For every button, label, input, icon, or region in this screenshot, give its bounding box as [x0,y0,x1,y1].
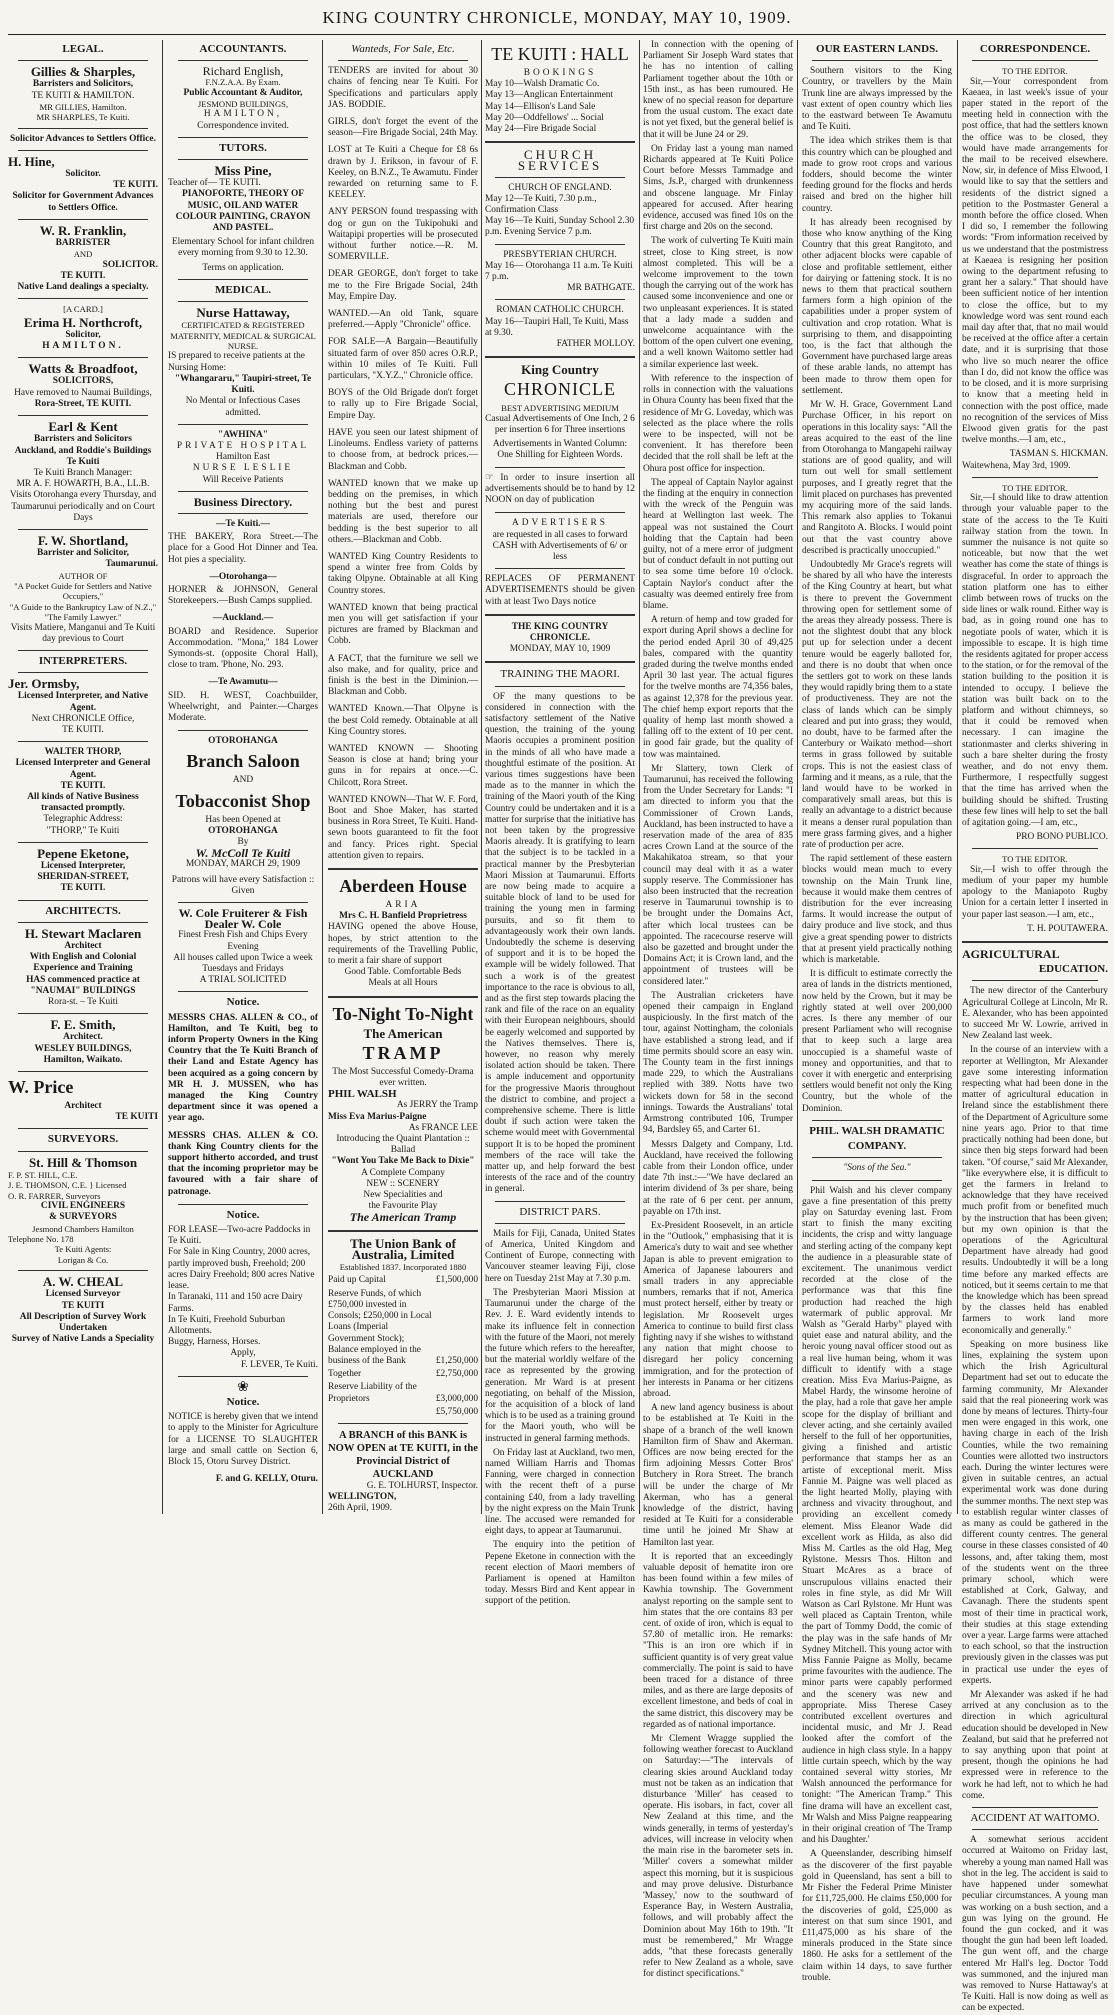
news-paragraph: Southern visitors to the King Country, or travellers by the Main Trunk line are always impressed by the vast extent of open country which lies to the eastward between Te Awamutu and Te Kuiti. [802,66,952,133]
booking-item: May 10—Walsh Dramatic Co. [485,79,600,90]
wanted-ad: BOYS of the Old Brigade don't forget to rally up to Fire Brigade Social, Empire Day. [328,388,478,421]
column-news [643,40,793,1980]
ad-west: SID. H. WEST, Coachbuilder, Wheelwright, and Painter.—Charges Moderate. [168,690,318,723]
church-catholic: ROMAN CATHOLIC CHURCH. [496,305,624,316]
article-heading-eastern: OUR EASTERN LANDS. [816,43,938,55]
article-heading-pars: DISTRICT PARS. [519,1205,601,1218]
letter-signature: T. H. POUTAWERA. [1027,923,1108,934]
article-agri-text [962,986,1108,1802]
wanted-ads [328,66,478,862]
news-paragraph: Mr Alexander was asked if he had arrived at any conclusion as to the direction in which agricultural education should be developed in New Zealand, but said that he preferred not to say anything upon that point at present, though the opinions he had expressed were in reference to the work he had left, not to which he had come. [962,1690,1108,1801]
bank-row-amount: £2,750,000 [435,1369,478,1380]
article-walsh-text [802,1186,952,1984]
service-item: May 12—Te Kuiti, 7.30 p.m., Confirmation Class [485,193,597,216]
article-par: On Friday last at Auckland, two men, named William Harris and Thomas Fanning, were charged in connection with the recent theft of a purse containing £40, from a lady travelling by the night express on the Main Trunk line. The accused were remanded for eight days, to appear at Taumarunui. [485,1447,635,1537]
news-paragraph: It is reported that an exceedingly valuable deposit of hematite iron ore has been found within a few miles of Kawhia township. The Government analyst reporting on the sample sent to him states that the ore contains 83 per cent. of oxide of iron, which is equal to 57.80 of metallic iron. He remarks: "This is an iron ore which if in sufficient quantity is of very great value commercially. The point is said to have been traced for a distance of three miles, and as there are large deposits of excellent limestone, and beds of coal in the same district, this discovery may be regarded as of national importance. [643,1551,793,1730]
ad-union-bank: The Union Bank of Australia, Limited Established 1837. Incorporated 1880 [339,1235,467,1273]
wanted-ad: HAVE you seen our latest shipment of Linoleums. Endless variety of patterns to choose from, at bedrock prices.—Blackman and Cobb. [328,427,478,472]
article-waitomo-text: A somewhat serious accident occurred at Waitomo on Friday last, whereby a young man named Hall was shot in the leg. The accident is said to have happened under somewhat peculiar circumstances. A young man was working on a bush section, and a gun was lying on the ground. He found the gun cocked, and it was thought the gun had been left loaded. The gun went off, and the charge entered Mr Hall's leg. Doctor Todd was summoned, and the injured man was removed to Nurse Hattaway's at Te Kuiti. Hall is now doing as well as can be expected. [962,1835,1108,2014]
booking-item: May 20—Oddfellows' ... Social [485,112,604,123]
letter-signature: TASMAN S. HICKMAN. [1009,449,1108,460]
column-rule [639,40,640,1514]
news-paragraph: Mr Clement Wragge supplied the following weather forecast to Auckland on Saturday:—"The intervals of clearing skies around Auckland today must not be taken as an indication that disturbance 'Miller' has ceased to operate. His isobars, in fact, cover all New Zealand at this time, and the winds generally, in terms of yesterday's advices, will increase in velocity when the main rise in the barometer sets in. 'Miller' covers a somewhat milder aspect this morning, but it is suspicious and may prove delusive. Disturbance 'Massey,' now to the southward of Esperance Bay, in Western Australia, follows, and will probably affect the Dominion about May 16th to 19th. "It must be remembered," Mr Wragge adds, "that these forecasts generally refer to New Zealand as a whole, save for distinct specifications." [643,1734,793,1980]
news-paragraph: In the course of an interview with a reporter at Wellington, Mr Alexander gave some interesting information respecting what had been done in the matter of agricultural education in Ireland since the establishment there of the Department of Agriculture some nine years ago. Prior to that time practically nothing had been done, but since then big steps forward had been taken. "Of course," said Mr Alexander, "like everywhere else, it is difficult to get the farmers in Ireland to acknowledge that they have received much profit from or benefited much by the instruction that has been given; but my own opinion is that the operations of the Agricultural Department have already had good results. Undoubtedly it will be a long time before any marked effects are noticed, but it seems certain to me that the knowledge which has been spread by the classes held has enabled farmers to work land more economically and generally." [962,1045,1108,1336]
notice-allen-thanks: MESSRS CHAS. ALLEN & CO. thank King Country clients for the support hitherto accorded, and trust that the incoming proprietor may be favoured with a fair share of patronage. [168,1130,318,1197]
news-paragraph: The appeal of Captain Naylor against the finding at the enquiry in connection with the wreck of the Penguin was heard at Wellington last week. The appeal was not sustained the Court holding that the Captain had been guilty, not of a mere error of judgment but of conduct default in not putting out to sea some time before 10 o'clock. Captain Naylor's conduct after the casualty was deemed entirely free from blame. [643,477,793,611]
news-paragraph: Speaking on more business like lines, explaining the system upon which the Irish Agricultural Department had set out to educate the farming community, Mr Alexander said that the real pioneering work was done by means of lectures. Thirty-four men were engaged in this work, one having charge in each of the Irish Counties, while the two remaining Counties were allotted two instructors each. During the winter lectures were given in suitable centres, an actual experimental work was done during the summer months. The next step was to establish regular winter classes of as many as could be gathered in the different county centres. The general course in these classes consisted of 40 lessons, and, after taking them, most of the students went on the three primary school, which were established at Cork, Galway, and Cavanagh. There the students spent most of their time in practical work, their studies at this stage extending over a year. Large farms were attached to each school, so that the instruction previously given in the classes was put in practical use under the eyes of experts. [962,1339,1108,1686]
notice-allen: MESSRS CHAS. ALLEN & CO., of Hamilton, and Te Kuiti, beg to inform Property Owners in the King Country that the Te Kuiti Branch of their Land and Estate Agency has been acquired as a going concern by MR H. J. MUSSEN, who has managed the King Country department since it was opened a year ago. [168,1012,318,1124]
booking-item: May 13—Anglican Entertainment [485,90,614,101]
wanted-ad: A FACT, that the furniture we sell we also make, and for quality, price and finish is the best in the Diminion.—Blackman and Cobb. [328,653,478,698]
article-par: The enquiry into the petition of Pepene Eketone in connection with the recent election of Maori members of Parliament is opened at Hamilton today. Messrs Bird and Kent appear in support of the petition. [485,1540,635,1607]
booking-item: May 14—Ellison's Land Sale [485,101,596,112]
section-heading-surveyors: SURVEYORS. [47,1133,119,1146]
bank-row-amount: £1,250,000 [435,1355,478,1366]
ad-hine: H. Hine, Solicitor. TE KUITI. Solicitor for Government Advances to Settlers Office. [8,153,158,213]
ad-maclaren: H. Stewart Maclaren Architect With English and Colonial Experience and Training HAS commenced practice at "NAUMAI" BUILDINGS Rora-st. – Te Kuiti [24,925,142,1008]
ad-cole: W. Cole Fruiterer & Fish Dealer W. Cole Finest Fresh Fish and Chips Every Evening All houses called upon Twice a week Tuesdays and Fridays A TRIAL SOLICITED [173,906,313,986]
ad-bank-branch: A BRANCH of this BANK is NOW OPEN at TE KUITI, in the Provincial District of AUCKLAND G. E. TOLHURST, Inspector. WELLINGTON, 26th April, 1909. [328,1429,478,1514]
service-item: May 16—Taupiri Hall, Te Kuiti, Mass at 9.30. [485,316,629,338]
bank-row-label: Paid up Capital [328,1275,386,1286]
notice-heading: Notice. [226,1208,260,1221]
bank-row-label [328,1407,432,1418]
news-paragraph: Mr Slattery, town Clerk of Taumarunui, has received the following from the Under Secretary for Lands: "I am directed to inform you that the Commissioner of Crown Lands, Auckland, has been instructed to have a reservation made of the area of 835 acres Crown Land at the source of the Makahikatoa stream, so that your council may deal with it as a water supply reserve. The Commissioner has also been instructed that the recreation reserve in Taumarunui township is to be brought under the Domains Act, after which local trustees can be appointed. The racecourse reserve will also be gazetted and brought under the Domains Act; it is Crown land, and the appointment of trustees will be considered later." [643,763,793,987]
wanted-ad: WANTED KNOWN — Shooting Season is close at hand; bring your guns in for repairs at once.—C. Chilcott, Rora Street. [328,743,478,788]
column-accountants [168,40,318,1514]
news-paragraphs [643,40,793,1981]
column-eastern-lands [802,40,952,1983]
section-heading-interpreters: INTERPRETERS. [38,654,128,667]
bookings-list [485,79,635,135]
news-paragraph: In connection with the opening of Parliament Sir Joseph Ward states that he has no intention of calling Parliament together about the 10th or 15th inst., as has been rumoured. He knew of no special reason for departure from the usual custom. The exact date is not yet fixed, but the general belief is that it will be June 24 or 29. [643,40,793,140]
news-paragraph: It has already been recognised by those who know anything of the King Country that this great Rangitoto, and other adjacent blocks were capable of close and profitable settlement, either for dairying or fattening stock. It is no news to them that practical southern farmers form a high opinion of the capabilities under a proper system of cultivation and crop rotation. What is surprising to them, and disappointing too, is the fact that although the Government have purchased large areas of these arable lands, no attempt has been made to throw them open for settlement. [802,217,952,396]
news-paragraph: The work of culverting Te Kuiti main street, close to King street, is now almost completed. This will be a welcome improvement to the town though the carrying out of the work has caused some inconvenience and one or two unpleasant experiences. It is stated that a lady made a sudden and unwelcome acquaintance with the bottom of the open culvert one evening, and a well known Waitomo settler had a similar experience last week. [643,236,793,370]
bank-row [328,1382,478,1404]
section-heading-medical: MEDICAL. [215,283,271,296]
news-paragraph: With reference to the inspection of rolls in connection with the valuations in Ohura County has been fixed that the residence of Mr G. Loveday, which was selected as the place where the rolls were to be inspected, will not be convenient. It has therefore been decided that the roll shall be left at the Ohura post office for inspection. [643,373,793,474]
letter-text: Sir,—I wish to offer through the medium of your paper my humble apology to the Maniapoto Rugby Union for a certain letter I inserted in your paper last season.—I am, etc., [962,864,1108,920]
wanted-ad: WANTED known that we make up bedding on the premises, in which nothing but the best and purest materials are used, therefore our bedding is the best superior to all others.—Blackman and Cobb. [328,478,478,545]
dateline-paper: THE KING COUNTRY CHRONICLE. [511,621,609,643]
letter-text: Sir,—Your correspondent from Kaeaea, in last week's issue of your paper stated in the report of the meeting held in connection with the post office, that had the settlers known the office was to be closed, they would have made arrangements for the mail to be received elsewhere. Now, sir, in defence of Miss Elwood, I would like to say that the settlers and residents of the district signed a petition to the Postmaster General a month before the office closed. When I did so, I remember the following words: "From information received by us we understand that the postmistress at Kaeaea is resigning her position owing to the department refusing to grant her a salary." That should have been sufficient notice of her intention to close the office, but to my knowledge word was sent round each mail day after that, that no mail would be received at the office after a certain date, and it is surprising that those who live so much nearer the office than I do, did not know the office was to be closed, and it is more surprising to know that a meeting held in connection with the post office, made no recognition of the services of Miss Elwood given gratis for the past twelve months.—I am, etc., [962,76,1108,446]
ad-cheal: A. W. CHEAL Licensed Surveyor TE KUITI All Description of Survey Work Undertaken Survey of Native Lands a Speciality [11,1274,155,1345]
ad-hattaway: Nurse Hattaway, CERTIFICATED & REGISTERED MATERNITY, MEDICAL & SURGICAL NURSE. IS prepared to receive patients at the Nursing Home: "Whangararu," Taupiri-street, Te Kuiti. No Mental or Infectious Cases admitted. [168,305,316,418]
article-par: Mails for Fiji, Canada, United States of America, United Kingdom and Continent of Europe, connecting with Vancouver steamer leaving Fiji, close here on Tuesday 21st May at 7.30 p.m. [485,1228,635,1284]
wanted-ad: WANTED KNOWN—That W. F. Ford, Boot and Shoe Maker, has started business in Rora Street, Te Kuiti. Hand-sewn boots guaranteed to fit the foot and fancy. Prices right. Special attention given to repairs. [328,794,478,861]
ad-earl-kent: Earl & Kent Barristers and Solicitors Auckland, and Roddie's Buildings Te Kuiti Te Kuiti Branch Manager: MR A. F. HOWARTH, B.A., LL.B. Visits Otorohanga every Thursday, and Taumarunui periodically and on Court Days [9,419,157,523]
masthead-rule [8,34,1106,35]
ad-hill-thomson: St. Hill & Thomson F. P. ST. HILL, C.E. J. E. THOMSON, C.E. } Licensed O. R. FARRER, Surveyors CIVIL ENGINEERS & SURVEYORS Jesmond Chambers Hamilton Telephone No. 178 Te Kuiti Agents: Lorigan & Co. [8,1154,138,1265]
bank-row [328,1289,478,1367]
dateline-date: MONDAY, MAY 10, 1909 [509,644,611,655]
service-item: May 16— Otorohanga 11 a.m. Te Kuiti 7 p.m. [485,260,633,283]
article-heading-waitomo: ACCIDENT AT WAITOMO. [970,1812,1100,1825]
news-paragraph: The new director of the Canterbury Agricultural College at Lincoln, Mr R. E. Alexander, who has been appointed to succeed Mr W. Lowrie, arrived in New Zealand last week. [962,986,1108,1042]
ad-eketone: Pepene Eketone, Licensed Interpreter, SHERIDAN-STREET, TE KUITI. [37,845,129,894]
bank-row-label: Reserve Funds, of which £750,000 invested in Consols; £250,000 in Local Loans (Imperial Government Stock); Balance employed in the business of the Bank [328,1288,432,1366]
column-hall-church [485,40,635,1607]
booking-item: May 24—Fire Brigade Social [485,124,597,135]
ad-bakery: THE BAKERY, Rora Street.—The place for a Good Hot Dinner and Tea. Hot pies a speciality. [168,532,318,565]
letter-signature: PRO BONO PUBLICO. [1016,832,1108,843]
directory-town: —Te Awamutu— [208,677,278,688]
ad-franklin: W. R. Franklin, BARRISTER AND SOLICITOR. TE KUITI. Native Land dealings a specialty. [17,222,158,293]
column-rule [162,40,163,1514]
article-par: The Presbyterian Maori Mission at Taumarunui under the charge of the Rev. J. E. Ward evidently intends to make its influence felt in connection with the future of the Maori, not merely the future which refers to the hereafter, but the material worldly welfare of the race as represented by the growing generation. Mr Ward is at present negotiating, on behalf of the Mission, for the acquisition of a block of land which is to be used as a training ground for the Maori youth, who will be instructed in general farming methods. [485,1287,635,1444]
news-paragraph: A Queenslander, describing himself as the discoverer of the first payable gold in Queensland, has sent a bill to Mr Fisher the Federal Prime Minister for £11,725,000. He claims £50,000 for the discoveries of gold, £25,000 as interest on that sum since 1901, and £11,475,000 as his share of the minerals produced in the State since 1860. He asks for a settlement of the claim within 14 days, to save further trouble. [802,1849,952,1983]
letter-dateline: Waitewhena, May 3rd, 1909. [962,460,1071,471]
news-paragraph: Phil Walsh and his clever company gave a fine presentation of this pretty play on Saturday evening last. From start to finish the many exciting incidents, the crisp and witty language and sterling acting of the company kept the audience in a pleasurable state of excitement. The unanimous verdict recorded at the close of the performance was that this fine production had reached the high watermark of public approval. Mr Walsh as "Gerald Harby" played with quiet ease and natural ability, and the heroic young naval officer stood out as a real live human being, whom it was difficult to identify with a stage creation. Miss Eva Marius-Paigne, as Mabel Hardy, the winsome heroine of the play, had a role that gave her ample scope for the display of brilliant and clever acting, and she certainly availed herself to the full of her opportunities, giving a finished and artistic performance that stamps her as an artiste of exceptional merit. Miss Fannie M. Paigne was well placed as the light hearted Molly, playing with archness and vivacity throughout, and providing an excellent comedy element. Miss Eleanor Wade did excellent work as Hilda, as also did Miss M. Cartles as the old Hag, Meg Rylstone. Messrs Thos. Hilton and Stuart McAres as a brace of unscrupulous villains enacted their roles in fine style, as did Mr Will Watson as Carl Rylstone. Mr Hunt was well placed as Captain Trenton, while the part of Tommy Dodd, the comic of the play was in the safe hands of Mr Sydney Mitchell. This young actor with Miss Fannie Paigne as Molly, became prime favourites with the audience. The minor parts were capably performed and the scenery was new and appropriate. Miss Therese Casey contributed excellent overtures and incidental music, and Mr J. Read looked after the comfort of the audience in high class style. In a happy little curtain speech, which by the way contained several witty stories, Mr Walsh announced the performance for tonight: "The American Tramp." This fine drama will have an excellent cast, Mr Walsh and Miss Paigne reappearing in their original creation of 'The Tramp and his Daughter.' [802,1185,952,1846]
ad-gillies: Gillies & Sharples, Barristers and Solicitors, TE KUITI & HAMILTON. MR GILLIES, Hamilton. MR SHARPLES, Te Kuiti. [30,64,136,123]
ad-saloon: OTOROHANGA Branch Saloon AND Tobacconist Shop Has been Opened at OTOROHANGA By W. McColl Te Kuiti MONDAY, MARCH 29, 1909 Patrons will have every Satisfaction :: Given [171,736,315,896]
church-presbyterian: PRESBYTERIAN CHURCH. [503,249,617,260]
bank-row [328,1369,478,1380]
hall-bookings: TE KUITI : HALL BOOKINGS [491,44,629,78]
article-heading-walsh-sub: COMPANY. [847,1140,907,1153]
section-heading-tutors: TUTORS. [219,141,267,154]
article-walsh-play: "Sons of the Sea." [843,1163,911,1174]
wanted-ad: TENDERS are invited for about 30 chains of fencing near Te Kuiti. For Specifications and particulars apply JAS. BODDIE. [328,66,478,110]
service-minister: FATHER MOLLOY. [556,339,635,350]
bank-row-label: Reserve Liability of the Proprietors [328,1382,417,1404]
ad-board: BOARD and Residence. Superior Accommodation. "Mona," 184 Lower Symonds-st. (opposite Choral Hall), close to tram. 'Phone, No. 293. [168,626,318,671]
wanted-ad: FOR SALE—A Bargain—Beautifully situated farm of over 850 acres O.R.P., within 10 miles of Te Kuiti. Full particulars, "X.Y.Z.," Chronicle office. [328,337,478,382]
bank-row-amount: £1,500,000 [435,1275,478,1286]
pointing-hand-icon: ☞ [485,472,501,483]
to-editor-label: TO THE EDITOR. [1002,66,1068,77]
letter-text: Sir,—I should like to draw attention through your valuable paper to the state of the access to the Te Kuiti railway station from the town. In summer the nuisance is not quite so noticeable, but now that the wet weather has come the state of things is disgraceful. In order to approach the station platform one has to either climb between rows of trucks on the side lines or walk round. Either way is bad, as in going round one has to negotiate pools of water, which it is impossible to escape. It is high time the residents agitated for proper access to the station, or for the removal of the station building to the position it is intended to occupy. I believe the station was built back on to the platform and without chimneys, so that it could be removed when necessary. I can imagine the stationmaster and clerks shivering in such a bare shelter during the frosty weather, and do not envy them. Furthermore, I respectfully suggest that the time has arrived when the building should be shifted. Trusting these few lines will help to set the ball of agitation going.—I am, etc., [962,493,1108,829]
ad-shortland: F. W. Shortland, Barrister and Solicitor, Taumarunui. AUTHOR OF "A Pocket Guide for Settlers and Native Occupiers," "A Guide to the Bankruptcy Law of N.Z.," "The Family Lawyer." Visits Matiere, Manganui and Te Kuiti day previous to Court [9,532,158,644]
directory-town: —Te Kuiti.— [216,518,270,529]
column-wanteds [328,40,478,1514]
article-heading-agri: AGRICULTURAL [962,947,1060,962]
column-rule [797,40,798,1514]
article-heading-walsh: PHIL. WALSH DRAMATIC [809,1124,945,1137]
column-rule [481,40,482,1514]
wanted-ad: ANY PERSON found trespassing with dog or gun on the Tukipohuki and Waitapipi properties will be prosecuted without further notice.—R. M. SOMERVILLE. [328,207,478,263]
section-heading-accountants: ACCOUNTANTS. [199,43,287,55]
wanted-ad: WANTED King Country Residents to spend a winter free from Colds by taking Olpyne. Obtainable at all King Country stores. [328,551,478,596]
article-training-text: OF the many questions to be considered in connection with the satisfactory settlement of the Native question, the training of the young Maoris occupies a prominent position in the minds of all who have made a thoughtful estimate of the position. At various times suggestions have been made as to the manner in which the training of the Maori youth of the King Country could be undertaken and it is a matter for surprise that the initiative has not been taken by the progressive Maoris already. It is gratifying to learn that the subject is to be tackled in a practical manner by the Presbyterian Maori Mission at Taumarunui. Efforts are now being made to acquire a suitable block of land to be used for training the young men in farming pursuits, and so fit them to advantageously work their own lands. Undoubtedly the scheme is deserving of support and it is to be hoped the example will be widely followed. That such a work is of the greatest importance to the race is obvious to all, and as the first step towards placing the rank and file of the race on an equality with their European neighbours, should be eagerly welcomed and supported by the Natives themselves. There is, however, no reason why merely isolated action should be taken. There is ample inducement and opportunity for the progressive Maoris throughout the district to combine, and project a comprehensive scheme. There is little doubt if such action were taken the scheme would meet with Governmental support It is to be hoped the prominent members of the race will take the matter up, and help forward the best interests of the race and of the country in general. [485,691,635,1195]
news-paragraph: A new land agency business is about to be established at Te Kuiti in the shape of a branch of the well known Hamilton firm of Shaw and Akerman. Offices are now being erected for the firm adjoining Messrs Cotter Bros' Butchery in Rora Street. The branch will be under the charge of Mr Akerman, who has a general knowledge of the district, having resided at Te Kuiti for a considerable time until he joined Mr Shaw at Hamilton last year. [643,1403,793,1548]
notice-lease: FOR LEASE—Two-acre Paddocks in Te Kuiti. For Sale in King Country, 2000 acres, partly improved bush, Freehold; 200 acres Dairy Freehold; 800 acres Native lease. In Taranaki, 111 and 150 acre Dairy Farms. In Te Kuiti, Freehold Suburban Allotments. Buggy, Harness, Horses. Apply, F. LEVER, Te Kuiti. [168,1225,318,1370]
to-editor-label: TO THE EDITOR. [1002,854,1068,865]
service-minister: MR BATHGATE. [567,283,635,294]
article-heading-agri-sub: EDUCATION. [1038,963,1108,976]
masthead: KING COUNTRY CHRONICLE, MONDAY, MAY 10, 1909. [322,8,792,27]
ad-tonight: To-Night To-Night The American TRAMP The Most Successful Comedy-Drama ever written. PHIL WALSH As JERRY the Tramp Miss Eva Marius-Paigne As FRANCE LEE Introducing the Quaint Plantation :: Ballad "Wont You Take Me Back to Dixie" A Complete Company NEW :: SCENERY New Specialities and the Favourite Play The American Tramp [328,1003,478,1225]
bank-row-amount: £3,000,000 [435,1393,478,1404]
ad-insertion: ☞ In order to insure insertion all advertisements should be to hand by 12 NOON on day of publication [485,472,635,506]
ad-advances: Solicitor Advances to Settlers Office. [10,133,156,144]
section-heading-legal: LEGAL. [62,43,104,55]
article-eastern-text [802,66,952,1115]
ad-price: W. Price Architect TE KUITI [8,1077,158,1123]
service-item: May 16—Te Kuiti, Sunday School 2.30 p.m. Evening Service 7 p.m. [485,216,635,238]
wanted-ad: WANTED Known.—That Olpyne is the best Cold remedy. Obtainable at all King Country stores. [328,704,478,737]
news-paragraph: It is difficult to estimate correctly the area of lands in the districts mentioned, now held by the Crown, but it may be rightly stated at well over 200,000 acres. Is there any member of our present Parliament who will recognise that to keep such a large area unoccupied is a shameful waste of money and opportunities, and that to cover it with energetic and enterprising settlers would benefit not only the King Country, but the whole of the Dominion. [802,969,952,1114]
bank-row [328,1407,478,1418]
news-paragraph: A return of hemp and tow graded for export during April shows a decline for the period ended April 30 of 49,425 bales, compared with the quantity graded during the twelve months ended April 30 last year. The actual figures for the twelve months are 74,356 bales, as against 12,378 for the previous year. The chief hemp export reports that the quality of hemp last month showed a falling off to the extent of 10 per cent. in good fair grade, but the quality of tow was maintained. [643,615,793,760]
wanted-ad: WANTED.—An old Tank, square preferred.—Apply "Chronicle" office. [328,309,478,331]
news-paragraph: Messrs Dalgety and Company, Ltd. Auckland, have received the following cable from their London office, under date 7th inst.:—"We have declared an interim dividend of 3s per share, being at the rate of 6 per cent. per annum, payable on 17th inst. [643,1139,793,1217]
to-editor-label: TO THE EDITOR. [1002,482,1068,493]
column-rule [957,40,958,1514]
ad-aberdeen: Aberdeen House ARIA Mrs C. H. Banfield Proprietress HAVING opened the above House, hopes, by strict attention to the requirements of the Travelling Public, to merit a fair share of support Good Table. Comfortable Beds Meals at all Hours [328,876,478,989]
section-heading-correspondence: CORRESPONDENCE. [979,43,1091,55]
notice-slaughter: NOTICE is hereby given that we intend to apply to the Minister for Agriculture for a LICENSE TO SLAUGHTER large and small cattle on Section 6, Block 15, Otoru Survey District. [168,1412,318,1467]
wanted-ad: GIRLS, don't forget the event of the season—Fire Brigade Social, 24th May. [328,117,478,139]
section-heading-wanteds: Wanteds, For Sale, Etc. [351,43,455,55]
bank-row-amount: £5,750,000 [435,1406,478,1417]
notice-slaughter-signature: F. and G. KELLY, Oturu. [215,1474,318,1485]
notice-heading: Notice. [226,996,260,1009]
news-paragraph: The Australian cricketers have opened their campaign in England auspiciously. In the first match of the tour, against Nottingham, the colonials have established a strong lead, and if time permits should score an easy win. The County team in the first innings made 229, to which the Australians replied with 389. Notts have two wickets down for 58 in the second innings. Towards the Australians' total Armstrong contributed 106, Trumper 94, Bardsley 65, and Carter 61. [643,990,793,1136]
column-legal [8,40,158,1514]
news-paragraph: Ex-President Roosevelt, in an article in the "Outlook," emphasising that it is America's duty to wait and see whether Japan is able to prevent emigration to America of Japanese labourers and small traders in any appreciable numbers, remarks that if not, America must protect herself, either by treaty or legislation. Mr Roosevelt urges America to continue to build first class fighting navy if she wishes to withstand any nation that might choose to disregard her policy concerning immigration, and for the protection of her interests in Panama or her citizens abroad. [643,1220,793,1399]
ad-smith: F. E. Smith, Architect. WESLEY BUILDINGS, Hamilton, Waikato. [34,1017,132,1065]
article-heading-training: TRAINING THE MAORI. [500,668,620,681]
church-england: CHURCH OF ENGLAND. [508,182,612,193]
news-paragraph: The idea which strikes them is that this country which can be ploughed and made to grow root crops and various fodders, should become the winter feeding ground for the flocks and herds raised and bred on the higher hill country. [802,136,952,214]
ad-watts: Watts & Broadfoot, SOLICITORS, Have removed to Naumai Buildings, Rora-Street, TE KUITI. [14,361,152,409]
ad-english: Richard English, F.N.Z.A.A. By Exam. Public Accountant & Auditor, JESMOND BUILDINGS, HAMILTON, Correspondence invited. [183,64,303,131]
directory-town: —Auckland.— [212,613,274,624]
ad-kc-chronicle: King Country CHRONICLE BEST ADVERTISING MEDIUM Casual Advertisements of One Inch, 2 6 per insertion 6 for Three insertions Advertisements in Wanted Column: One Shilling for Eighteen Words. [485,362,635,461]
crest-icon: ❀ [237,1379,249,1395]
ad-replaces: REPLACES OF PERMANENT ADVERTISEMENTS should be given with at least Two Days notice [485,574,635,607]
notice-heading: Notice. [226,1395,260,1408]
directory-town: —Otorohanga— [209,571,277,582]
news-paragraph: Undoubtedly Mr Grace's regrets will be shared by all who have the interests of the King Country at heart, but what is there to prevent the Government throwing open for settlement some of the areas they already possess. There is not the slightest doubt that any block put up for selection under a decent tenure would be eagerly balloted for, and there is no doubt that when once the settlers got to work on these lands they would rapidly bring them to a state of productiveness. They are not the class of lands which can be simply cleared and put into grass; they would, no doubt, have to be farmed after the Canterbury or Waikato method—short terms in grass followed by suitable crops. This is not the easiest class of farming and it means, as a rule, that the land would have to be worked in comparatively small areas, but this is really an advantage to a district because it means a denser rural population than mere grass farming gives, and a higher rate of production per acre. [802,559,952,851]
ad-pine: Miss Pine, Teacher of— TE KUITI. PIANOFORTE, THEORY OF MUSIC, OIL AND WATER COLOUR PAINTING, CRAYON AND PASTEL. Elementary School for infant children every morning from 9.30 to 12.30. Terms on application. [168,163,315,273]
news-paragraph: Mr W. H. Grace, Government Land Purchase Officer, in his report on operations in this locality says: "All the areas acquired to the east of the line from Otorohanga to Mangapehi railway stations are of good quality, and will turn out well for small settlement purposes, and I greatly regret that the limit placed on purchases has prevented my acquiring more of the said lands. This remark also applies to Tokanui and Rangitoto A. Blocks. I would point out that the vast country above described is practically unoccupied." [802,400,952,556]
ad-ormsby: Jer. Ormsby, Licensed Interpreter, and Native Agent. Next CHRONICLE Office, TE KUITI. [8,676,149,735]
wanted-ad: DEAR GEORGE, don't forget to take me to the Fire Brigade Social, 24th May, Empire Day. [328,269,478,302]
wanted-ad: LOST at Te Kuiti a Cheque for £8 6s drawn by J. Erikson, in favour of F. Keeley, on B.N.Z., Te Awamutu. Finder rewarded on returning same to F. KEELEY. [328,145,478,201]
ad-northcroft: [A CARD.] Erima H. Northcroft, Solicitor, HAMILTON. [23,304,143,352]
ad-horner: HORNER & JOHNSON, General Storekeepers.—Bush Camps supplied. [168,584,318,607]
column-correspondence [962,40,1108,2014]
section-heading-architects: ARCHITECTS. [45,904,121,917]
column-rule [322,40,323,1514]
section-heading-directory: Business Directory. [193,494,293,509]
wanted-ad: WANTED known that being practical men you will get satisfaction if your pictures are framed by Blackman and Cobb. [328,602,478,647]
ad-awhina: "AWHINA" PRIVATE HOSPITAL Hamilton East NURSE LESLIE Will Receive Patients [176,429,310,485]
church-heading: CHURCH SERVICES [517,147,603,174]
news-paragraph: On Friday last a young man named Richards appeared at Te Kuiti Police Court before Messrs Tammadge and Sims, Js.P., charged with drunkenness and obscene language. Mr Finlay appeared for accused. After hearing evidence, accused was fined 10s on the first charge and 20s on the second. [643,143,793,233]
bank-capital-table [328,1275,478,1417]
bank-row-label: Together [328,1369,362,1380]
ad-thorp: WALTER THORP, Licensed Interpreter and General Agent. TE KUITI. All kinds of Native Business transacted promptly. Telegraphic Address: "THORP," Te Kuiti [15,747,151,836]
ad-advertisers: ADVERTISERS are requested in all cases to forward CASH with Advertisements of 6/ or less [492,518,628,562]
bank-row [328,1275,478,1286]
news-paragraph: The rapid settlement of these eastern blocks would mean much to every township on the Main Trunk line, because it would make them centres of distribution for the ever increasing farms. It would increase the output of dairy produce and live stock, and thus give a great spending power to districts that at present yield practically nothing which is marketable. [802,854,952,966]
